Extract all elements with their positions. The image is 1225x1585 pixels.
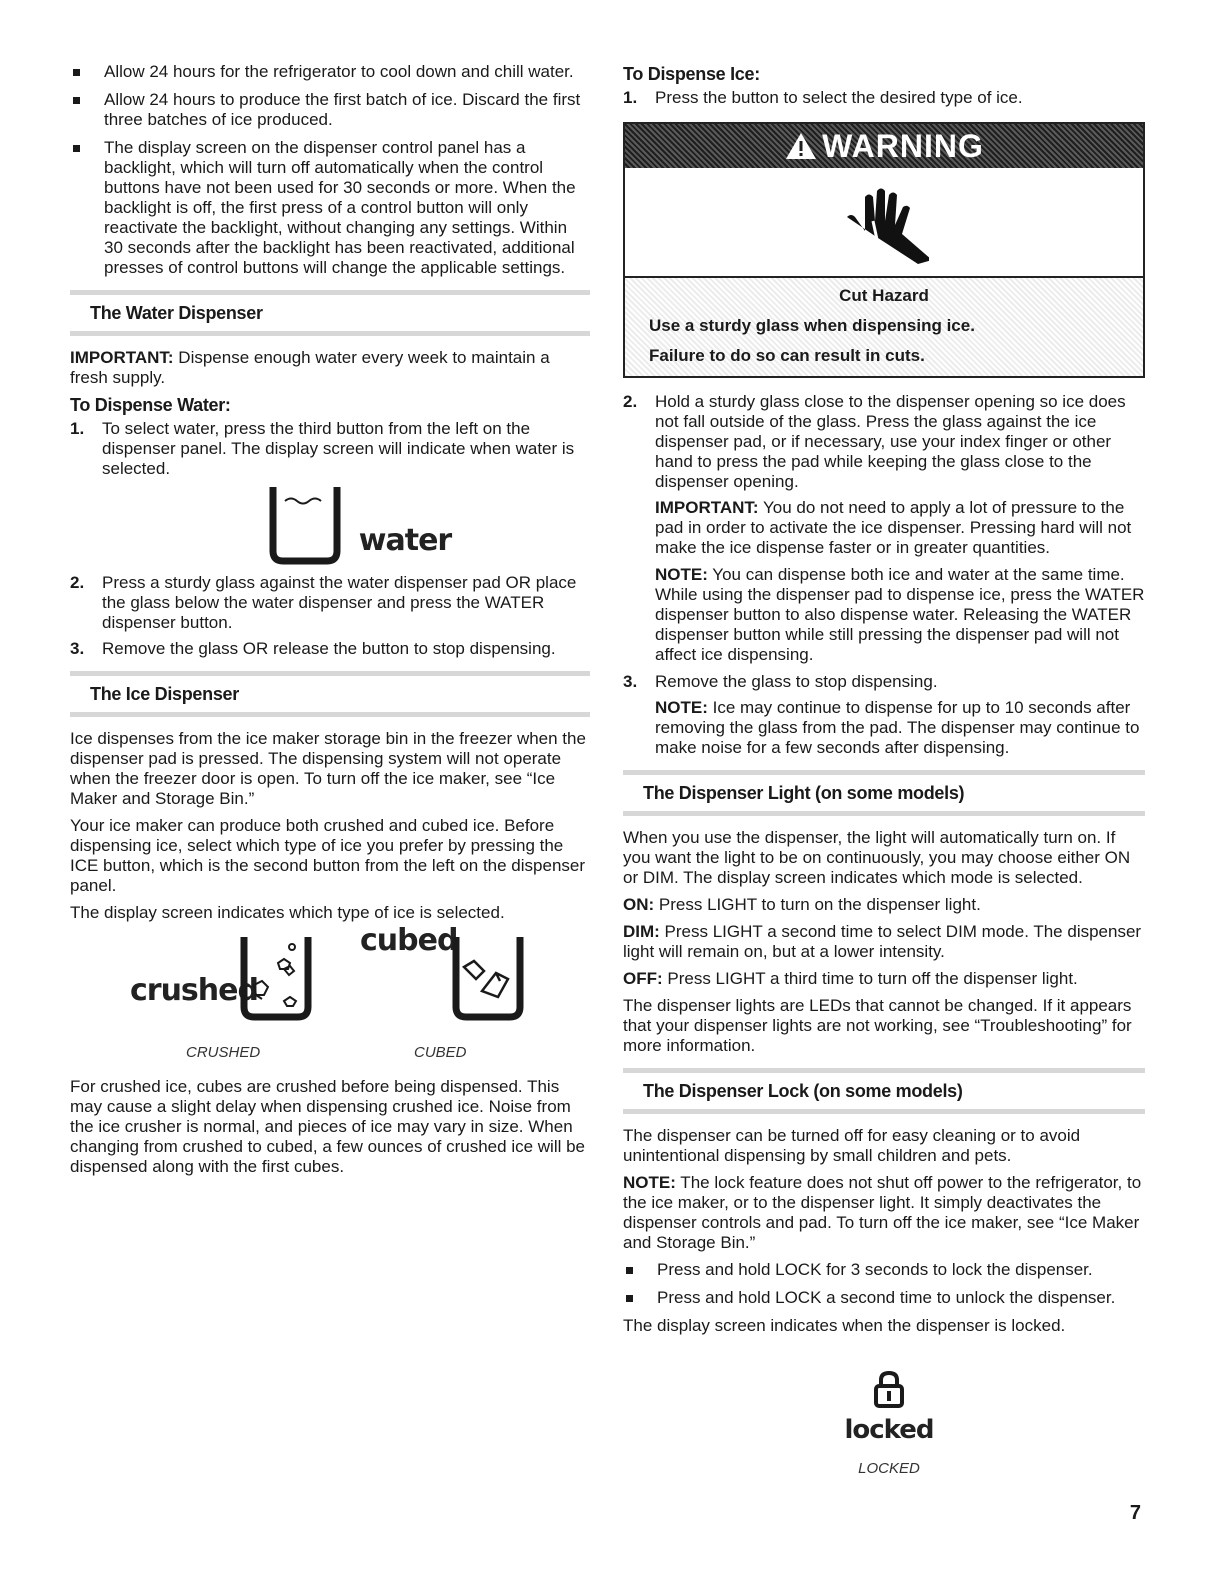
step-item: 3. Remove the glass OR release the button to stop dispensing. — [70, 639, 556, 658]
locked-caption: LOCKED — [858, 1460, 920, 1477]
important-paragraph: IMPORTANT: Dispense enough water every week to maintain a fresh supply. — [70, 348, 550, 387]
bullet-square-icon — [73, 69, 80, 76]
warning-title: WARNING — [822, 128, 984, 164]
right-column — [623, 62, 1145, 1479]
step-item: 1. To select water, press the third button from the left on the dispenser panel. The display screen will indicate when water is selected. — [70, 419, 575, 478]
locked-display-icon-group — [623, 1370, 1145, 1479]
off-mode-paragraph: OFF: Press LIGHT a third time to turn off the dispenser light. — [623, 969, 1078, 988]
subheading-dispense-ice: To Dispense Ice: — [623, 64, 760, 84]
note-paragraph: NOTE: Ice may continue to dispense for up to 10 seconds after removing the glass from the pad. The dispenser may continue to make noise for a few seconds after dispensing. — [655, 698, 1140, 757]
water-glass-icon — [269, 485, 341, 565]
section-heading-ice-dispenser: The Ice Dispenser — [70, 671, 590, 717]
bullet-square-icon — [626, 1295, 633, 1302]
locked-display-label: locked — [844, 1415, 934, 1445]
warning-hazard-title: Cut Hazard — [839, 286, 929, 305]
ice-type-display-icons — [70, 923, 590, 1063]
paragraph: Your ice maker can produce both crushed and cubed ice. Before dispensing ice, select which type of ice you prefer by pressing the ICE button, which is the second button from the left on the dispenser panel. — [70, 816, 586, 895]
list-item: Press and hold LOCK for 3 seconds to lock the dispenser. — [623, 1260, 1145, 1280]
cubed-ice-glass-icon — [452, 935, 524, 1021]
important-label: IMPORTANT: — [655, 498, 759, 517]
note-label: NOTE: — [655, 698, 708, 717]
warning-body — [625, 278, 1143, 376]
paragraph: The display screen indicates when the dispenser is locked. — [623, 1316, 1066, 1335]
paragraph: The display screen indicates which type of ice is selected. — [70, 903, 505, 922]
water-display-label: water — [358, 523, 452, 558]
bullet-square-icon — [73, 145, 80, 152]
paragraph: The dispenser lights are LEDs that cannot be changed. If it appears that your dispenser lights are not working, see “Troubleshooting” for more information. — [623, 996, 1132, 1055]
warning-line: Use a sturdy glass when dispensing ice. — [649, 316, 975, 335]
list-item: Allow 24 hours to produce the first batch of ice. Discard the first three batches of ice produced. — [70, 90, 590, 130]
note-label: NOTE: — [655, 565, 708, 584]
step-item: 3. Remove the glass to stop dispensing. — [623, 672, 938, 691]
section-heading-dispenser-lock: The Dispenser Lock (on some models) — [623, 1068, 1145, 1114]
dim-mode-paragraph: DIM: Press LIGHT a second time to select DIM mode. The dispenser light will remain on, but at a lower intensity. — [623, 922, 1142, 961]
step-item: 2. Press a sturdy glass against the water dispenser pad OR place the glass below the water dispenser and press the WATER dispenser button. — [70, 573, 577, 632]
paragraph: When you use the dispenser, the light will automatically turn on. If you want the light to be on continuously, you may choose either ON or DIM. The display screen indicates which mode is selected. — [623, 828, 1131, 887]
page-number: 7 — [1129, 1502, 1141, 1524]
note-paragraph: NOTE: The lock feature does not shut off power to the refrigerator, to the ice maker, or to the dispenser light. It simply deactivates the dispenser controls and pad. To turn off the ice maker, see “Ice Maker and Storage Bin.” — [623, 1173, 1142, 1252]
paragraph: Ice dispenses from the ice maker storage bin in the freezer when the dispenser pad is pressed. The dispensing system will not operate when the freezer door is open. To turn off the ice maker, see “Ice Maker and Storage Bin.” — [70, 729, 586, 808]
warning-line: Failure to do so can result in cuts. — [649, 346, 925, 365]
note-label: NOTE: — [623, 1173, 676, 1192]
padlock-icon — [872, 1370, 906, 1410]
left-column — [70, 62, 590, 1184]
subheading-dispense-water: To Dispense Water: — [70, 395, 231, 415]
list-item: Press and hold LOCK a second time to unlock the dispenser. — [623, 1288, 1145, 1308]
bullet-square-icon — [626, 1267, 633, 1274]
cut-hazard-pictogram — [625, 168, 1143, 278]
step-item: 1. Press the button to select the desired type of ice. — [623, 88, 1023, 107]
section-heading-water-dispenser: The Water Dispenser — [70, 290, 590, 336]
cubed-display-label: cubed — [360, 923, 458, 958]
important-paragraph: IMPORTANT: You do not need to apply a lot of pressure to the pad in order to activate the ice dispenser. Pressing hard will not make the ice dispense faster or in greater quantities. — [655, 498, 1132, 557]
crushed-caption: CRUSHED — [186, 1044, 261, 1061]
important-label: IMPORTANT: — [70, 348, 174, 367]
water-display-icon-group — [130, 485, 590, 565]
list-item: The display screen on the dispenser control panel has a backlight, which will turn off automatically when the control buttons have not been used for 30 seconds or more. When the backlight is off, the first press of a control button will only reactivate the backlight, without changing any settings. Within 30 seconds after the backlight has been reactivated, additional presses of control buttons will change the applicable settings. — [70, 138, 590, 278]
step-item: 2. Hold a sturdy glass close to the dispenser opening so ice does not fall outside of the glass. Press the glass against the ice dispenser pad, or if necessary, use your index finger or other hand to press the pad while keeping the glass close to the dispenser opening. — [623, 392, 1126, 491]
section-heading-dispenser-light: The Dispenser Light (on some models) — [623, 770, 1145, 816]
note-paragraph: NOTE: You can dispense both ice and water at the same time. While using the dispenser pad to dispense ice, press the WATER dispenser button to also dispense water. Releasing the WATER dispenser button while still pressing the dispenser pad will not affect ice dispensing. — [655, 565, 1145, 664]
bullet-square-icon — [73, 97, 80, 104]
warning-box — [623, 122, 1145, 378]
paragraph: The dispenser can be turned off for easy cleaning or to avoid unintentional dispensing by small children and pets. — [623, 1126, 1081, 1165]
cut-hand-icon — [839, 177, 929, 267]
crushed-display-label: crushed — [130, 973, 258, 1008]
list-item: Allow 24 hours for the refrigerator to cool down and chill water. — [70, 62, 590, 82]
warning-triangle-icon — [784, 131, 818, 161]
cubed-caption: CUBED — [414, 1044, 467, 1061]
warning-banner — [625, 124, 1143, 168]
crushed-ice-glass-icon — [240, 935, 312, 1021]
paragraph: For crushed ice, cubes are crushed before being dispensed. This may cause a slight delay when dispensing crushed ice. Noise from the ice crusher is normal, and pieces of ice may vary in size. When changing from crushed to cubed, a few ounces of crushed ice will be dispensed along with the first cubes. — [70, 1077, 586, 1176]
on-mode-paragraph: ON: Press LIGHT to turn on the dispenser light. — [623, 895, 981, 914]
